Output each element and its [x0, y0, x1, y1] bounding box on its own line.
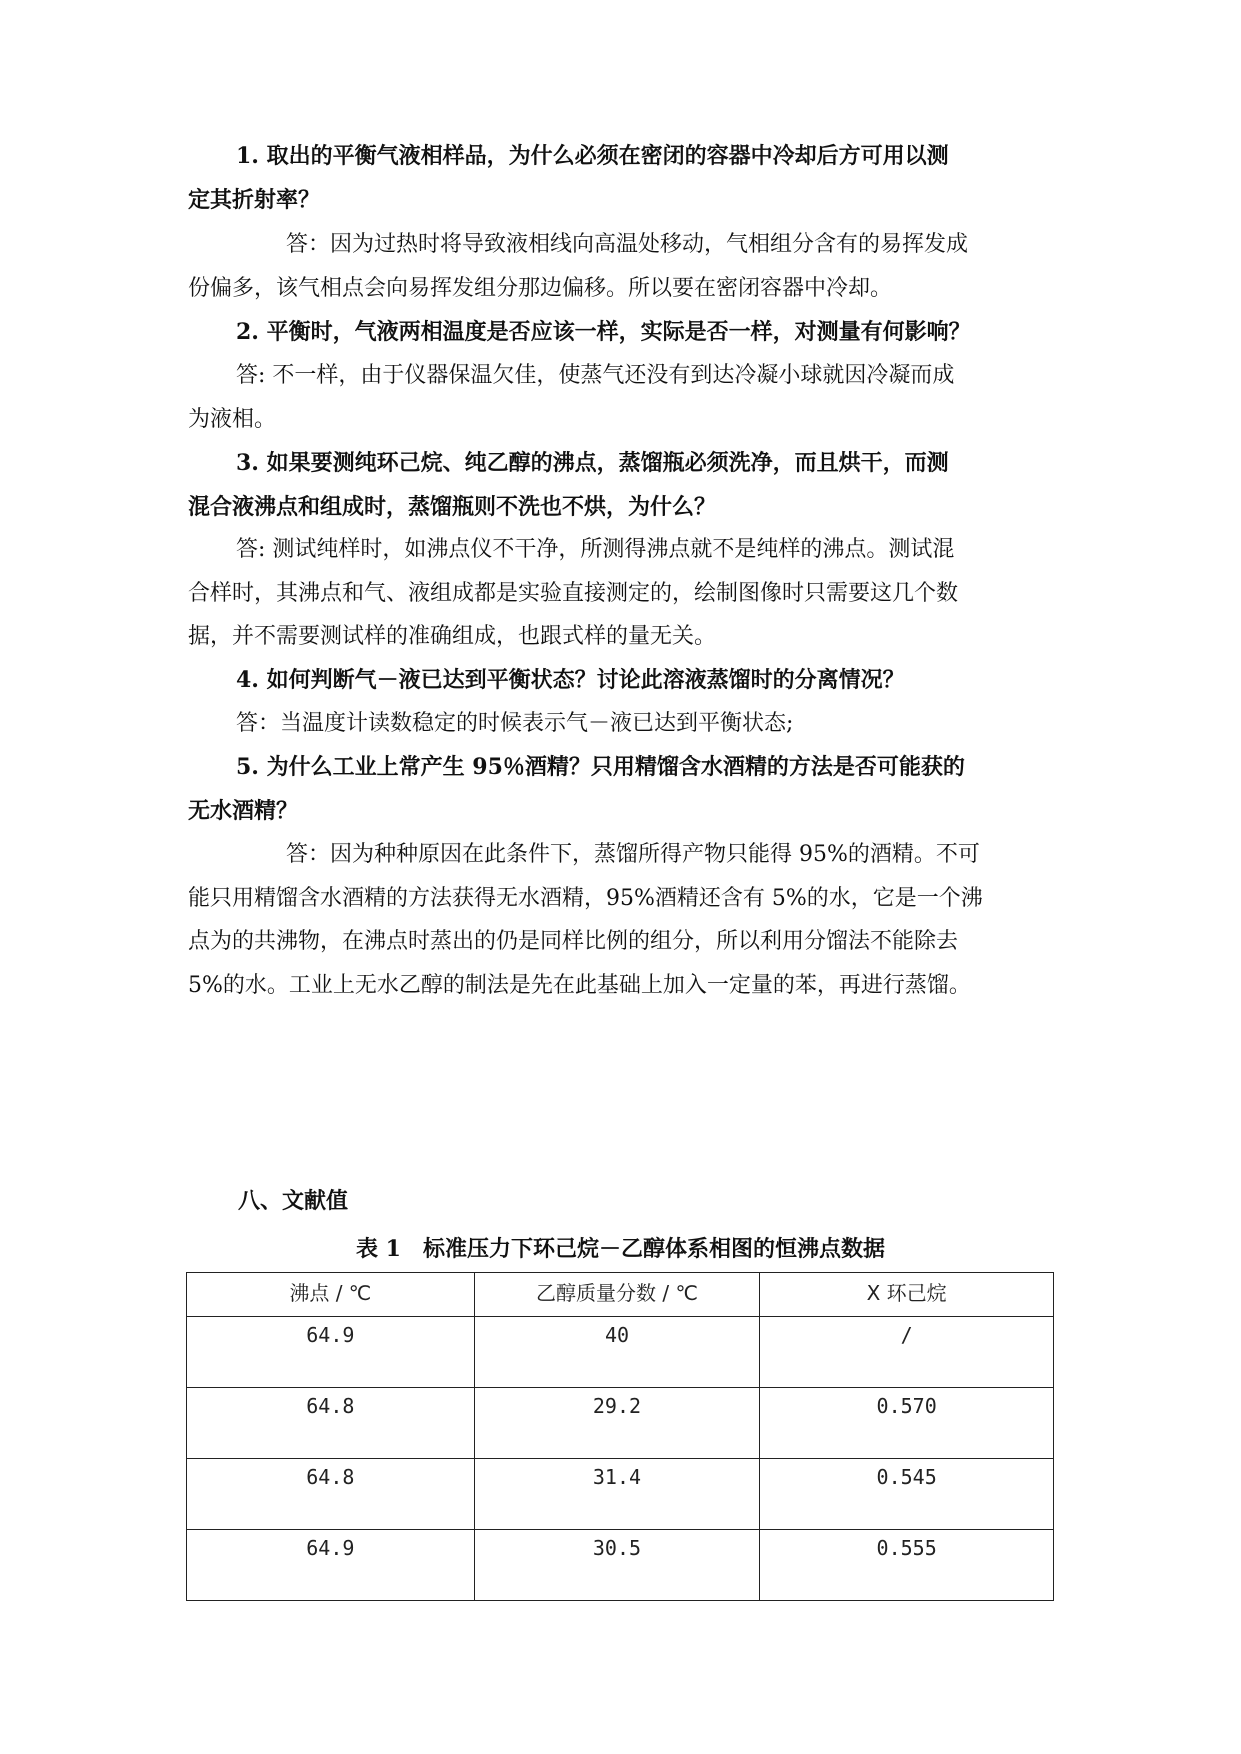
- table-cell: 30.5: [474, 1530, 760, 1601]
- table-cell: 40: [474, 1317, 760, 1388]
- question-3-line-2: 混合液沸点和组成时，蒸馏瓶则不洗也不烘，为什么？: [188, 494, 717, 520]
- table-cell: 64.8: [187, 1388, 475, 1459]
- table-row: [187, 1388, 1054, 1459]
- table-cell: 0.555: [760, 1530, 1054, 1601]
- table-cell: 31.4: [474, 1459, 760, 1530]
- question-3-line-1: 3. 如果要测纯环己烷、纯乙醇的沸点，蒸馏瓶必须洗净，而且烘干，而测: [236, 450, 949, 476]
- table-header-row: [187, 1273, 1054, 1317]
- table-cell: 64.8: [187, 1459, 475, 1530]
- table-cell: 29.2: [474, 1388, 760, 1459]
- answer-5-line-4: 5%的水。工业上无水乙醇的制法是先在此基础上加入一定量的苯，再进行蒸馏。: [188, 973, 971, 998]
- question-1-line-2: 定其折射率？: [188, 187, 321, 213]
- question-2-line-1: 2. 平衡时，气液两相温度是否应该一样，实际是否一样，对测量有何影响？: [236, 319, 971, 345]
- question-5-line-1: 5. 为什么工业上常产生 95％酒精？只用精馏含水酒精的方法是否可能获的: [236, 754, 965, 780]
- header-x-cyclohexane: X 环己烷: [760, 1273, 1054, 1317]
- answer-1-line-2: 份偏多，该气相点会向易挥发组分那边偏移。所以要在密闭容器中冷却。: [188, 276, 893, 301]
- table-cell: 0.570: [760, 1388, 1054, 1459]
- answer-3-line-3: 据，并不需要测试样的准确组成，也跟式样的量无关。: [188, 624, 717, 649]
- header-boiling-point: 沸点 / ℃: [187, 1273, 475, 1317]
- answer-3-line-1: 答: 测试纯样时，如沸点仪不干净，所测得沸点就不是纯样的沸点。测试混: [236, 537, 955, 562]
- answer-5-line-2: 能只用精馏含水酒精的方法获得无水酒精，95%酒精还含有 5%的水，它是一个沸: [188, 886, 983, 911]
- question-5-line-2: 无水酒精？: [188, 798, 299, 824]
- answer-5-line-3: 点为的共沸物，在沸点时蒸出的仍是同样比例的组分，所以利用分馏法不能除去: [188, 929, 959, 954]
- answer-4-line-1: 答：当温度计读数稳定的时候表示气－液已达到平衡状态;: [236, 711, 794, 736]
- table-row: [187, 1530, 1054, 1601]
- table-caption: 表 1 标准压力下环己烷－乙醇体系相图的恒沸点数据: [356, 1236, 885, 1262]
- table-cell: 64.9: [187, 1530, 475, 1601]
- table-cell: 0.545: [760, 1459, 1054, 1530]
- section-title: 八、文献值: [238, 1188, 349, 1214]
- question-1-line-1: 1. 取出的平衡气液相样品，为什么必须在密闭的容器中冷却后方可用以测: [236, 143, 949, 169]
- answer-2-line-1: 答: 不一样，由于仪器保温欠佳，使蒸气还没有到达冷凝小球就因冷凝而成: [236, 363, 955, 388]
- azeotrope-data-table: [186, 1272, 1054, 1601]
- answer-2-line-2: 为液相。: [188, 407, 277, 432]
- answer-3-line-2: 合样时，其沸点和气、液组成都是实验直接测定的，绘制图像时只需要这几个数: [188, 581, 959, 606]
- question-4-line-1: 4. 如何判断气－液已达到平衡状态？讨论此溶液蒸馏时的分离情况？: [236, 667, 905, 693]
- table-cell: 64.9: [187, 1317, 475, 1388]
- answer-1-line-1: 答：因为过热时将导致液相线向高温处移动，气相组分含有的易挥发成: [286, 232, 969, 257]
- header-ethanol-fraction: 乙醇质量分数 / ℃: [474, 1273, 760, 1317]
- table-row: [187, 1459, 1054, 1530]
- table-cell: /: [760, 1317, 1054, 1388]
- table-row: [187, 1317, 1054, 1388]
- answer-5-line-1: 答：因为种种原因在此条件下，蒸馏所得产物只能得 95%的酒精。不可: [286, 842, 980, 867]
